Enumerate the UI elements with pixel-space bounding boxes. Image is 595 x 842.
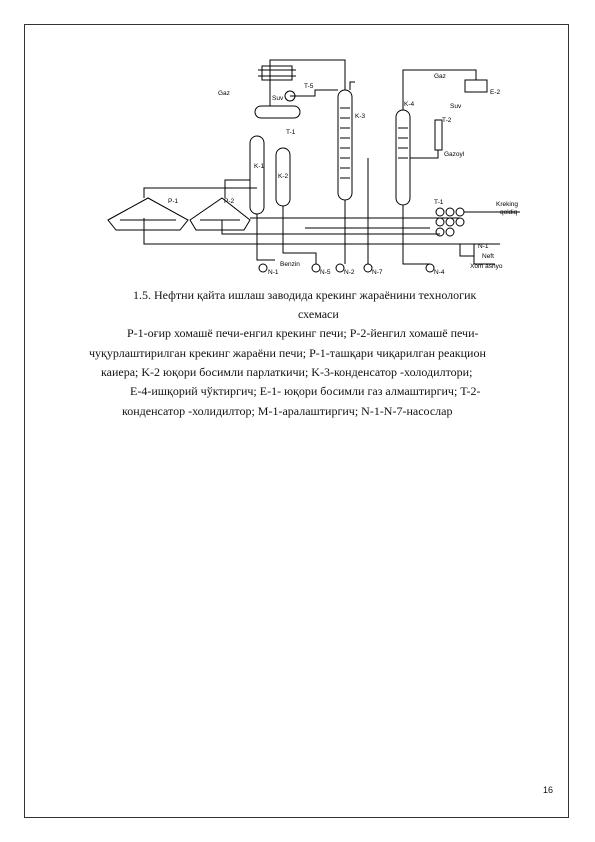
label-gazoyl: Gazoyl: [444, 151, 465, 158]
label-n4: N-4: [434, 269, 445, 276]
label-n5: N-5: [320, 269, 331, 276]
pump-n4: [426, 264, 434, 272]
caption-line-6: E-4-ишқорий чўктиргич; E-1- юқори босимли газ алмаштиргич; T-2-: [130, 384, 481, 398]
label-gaz-right: Gaz: [434, 73, 446, 80]
pump-n5: [312, 264, 320, 272]
label-suv-left: Suv: [272, 95, 284, 102]
caption-line-4: чуқурлаштирилган крекинг жараёни печи; P-1-ташқари чиқарилган реакцион: [89, 346, 486, 360]
label-n7: N-7: [372, 269, 383, 276]
column-k3: [338, 90, 352, 200]
caption-line-2: схемаси: [298, 307, 339, 321]
label-k3: K-3: [355, 113, 366, 120]
cracking-process-diagram: [100, 48, 528, 278]
condenser-left: [262, 66, 292, 80]
mixer-m1: [460, 244, 474, 256]
label-n1-right: N-1: [478, 243, 489, 250]
label-t1-right: T-1: [434, 199, 444, 206]
separator-t2: [435, 120, 442, 150]
label-n2: N-2: [344, 269, 355, 276]
condenser-right: [465, 80, 487, 92]
label-k4: K-4: [404, 101, 415, 108]
pump-n1: [259, 264, 267, 272]
pump-n2: [336, 264, 344, 272]
label-t1: T-1: [286, 129, 296, 136]
label-p1: P-1: [168, 198, 179, 205]
caption-line-1: 1.5. Нефтни қайта ишлаш заводида крекинг жараёнини технологик: [133, 288, 477, 302]
label-k1: K-1: [254, 163, 265, 170]
label-e2: E-2: [490, 89, 501, 96]
column-k1: [250, 136, 264, 214]
label-suv-right: Suv: [450, 103, 462, 110]
label-kreking: Kreking: [496, 201, 519, 208]
caption-line-7: конденсатор -холидилтор; M-1-аралаштиргич; N-1-N-7-насослар: [122, 404, 453, 418]
label-xomashyo: Xom ashyo: [470, 263, 503, 270]
separator-top: [255, 106, 300, 118]
caption-line-3: P-1-оғир хомашё печи-енгил крекинг печи; P-2-йенгил хомашё печи-: [127, 326, 479, 340]
label-p2: P-2: [224, 198, 235, 205]
label-benzin: Benzin: [280, 261, 300, 268]
furnace-p2: [190, 198, 250, 230]
pump-n7: [364, 264, 372, 272]
diagram-svg: [100, 48, 528, 278]
label-t5: T-5: [304, 83, 314, 90]
label-t2: T-2: [442, 117, 452, 124]
label-k2: K-2: [278, 173, 289, 180]
label-neft: Neft: [482, 253, 494, 260]
caption-line-5: каиера; K-2 юқори босимли парлаткичи; K-3-конденсатор -холодилтори;: [101, 365, 473, 379]
label-qoldiq: qoldiq: [500, 209, 518, 216]
page-number: 16: [542, 785, 553, 795]
label-n1: N-1: [268, 269, 279, 276]
label-gaz-left: Gaz: [218, 90, 230, 97]
